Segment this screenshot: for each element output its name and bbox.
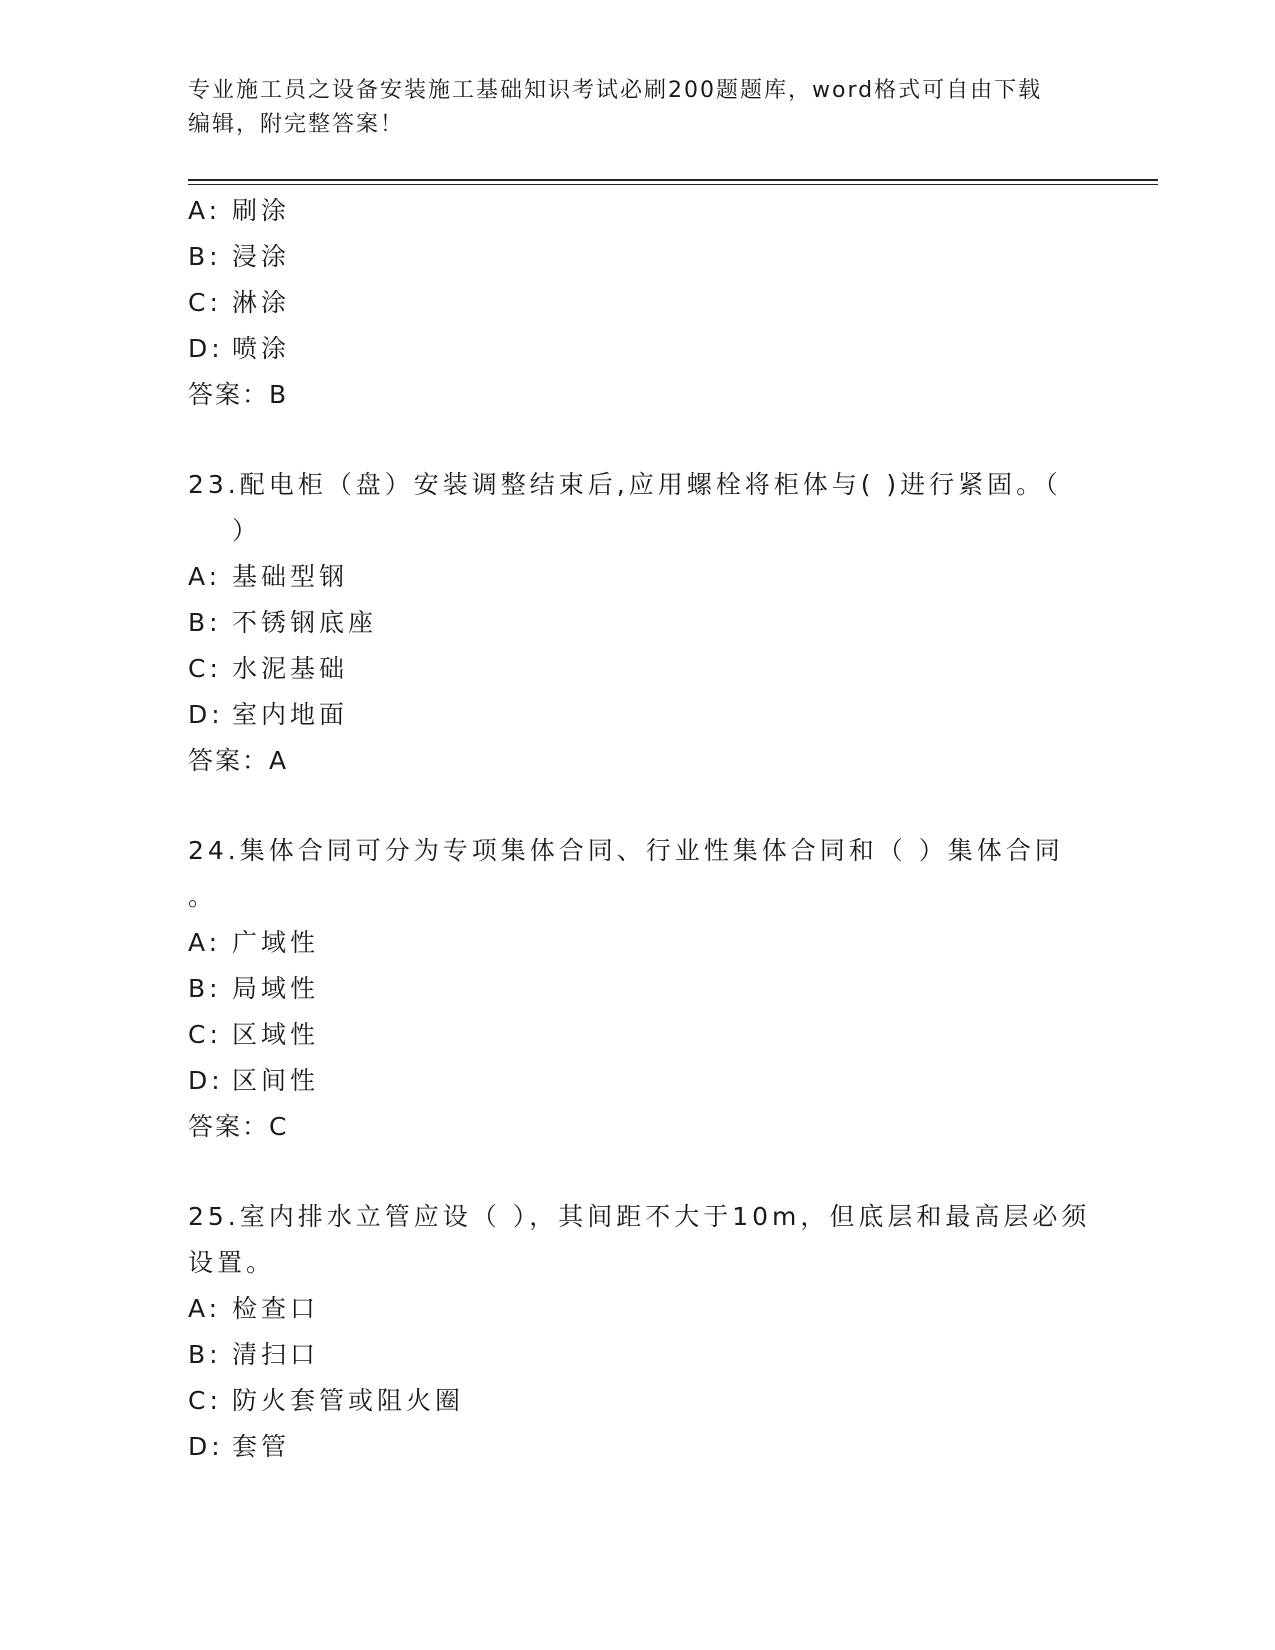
option-text: 基础型钢 bbox=[232, 562, 349, 591]
question-stem-continued: 设置。 bbox=[188, 1248, 276, 1277]
document-header bbox=[188, 74, 1088, 142]
option-a bbox=[188, 920, 1088, 966]
spacer bbox=[188, 784, 1088, 828]
answer-line: 答案：C bbox=[188, 1112, 289, 1141]
question-stem-continued: ） bbox=[232, 516, 262, 545]
option-text: 检查口 bbox=[232, 1294, 320, 1323]
spacer bbox=[188, 418, 1088, 462]
answer-line: 答案：A bbox=[188, 746, 289, 775]
option-text: 区间性 bbox=[232, 1066, 320, 1095]
option-text: 广域性 bbox=[232, 928, 320, 957]
header-title-line-1: 专业施工员之设备安装施工基础知识考试必刷200题题库，word格式可自由下载 bbox=[188, 78, 1043, 103]
option-letter: C: bbox=[188, 654, 222, 683]
question-25 bbox=[188, 1194, 1091, 1470]
option-d bbox=[188, 1058, 1088, 1104]
option-letter: D: bbox=[188, 334, 224, 363]
option-text: 室内地面 bbox=[232, 700, 349, 729]
option-text: 区域性 bbox=[232, 1020, 320, 1049]
option-c bbox=[188, 646, 1088, 692]
option-a bbox=[188, 188, 1088, 234]
question-22 bbox=[188, 188, 1088, 418]
option-d bbox=[188, 692, 1088, 738]
option-c bbox=[188, 1012, 1088, 1058]
option-d bbox=[188, 1424, 1088, 1470]
question-stem-continued: 。 bbox=[188, 882, 218, 911]
option-letter: B: bbox=[188, 608, 222, 637]
question-list bbox=[188, 188, 1091, 1470]
option-letter: D: bbox=[188, 700, 224, 729]
option-d bbox=[188, 326, 1088, 372]
option-a bbox=[188, 1286, 1088, 1332]
option-letter: C: bbox=[188, 1020, 222, 1049]
option-letter: A: bbox=[188, 196, 222, 225]
option-letter: D: bbox=[188, 1432, 224, 1461]
option-text: 不锈钢底座 bbox=[232, 608, 378, 637]
option-text: 浸涂 bbox=[232, 242, 291, 271]
option-b bbox=[188, 966, 1088, 1012]
question-stem: 25.室内排水立管应设（ ），其间距不大于10m，但底层和最高层必须 bbox=[188, 1202, 1091, 1231]
option-text: 局域性 bbox=[232, 974, 320, 1003]
option-letter: C: bbox=[188, 288, 222, 317]
option-a bbox=[188, 554, 1088, 600]
spacer bbox=[188, 1150, 1088, 1194]
option-b bbox=[188, 600, 1088, 646]
option-letter: C: bbox=[188, 1386, 222, 1415]
option-text: 套管 bbox=[232, 1432, 291, 1461]
option-letter: B: bbox=[188, 1340, 222, 1369]
option-text: 淋涂 bbox=[232, 288, 291, 317]
option-letter: A: bbox=[188, 562, 222, 591]
option-letter: B: bbox=[188, 974, 222, 1003]
question-24 bbox=[188, 828, 1088, 1150]
option-text: 防火套管或阻火圈 bbox=[232, 1386, 465, 1415]
header-title-line-2: 编辑，附完整答案！ bbox=[188, 112, 405, 137]
question-stem: 23.配电柜（盘）安装调整结束后,应用螺栓将柜体与( )进行紧固。（ bbox=[188, 470, 1062, 499]
option-text: 水泥基础 bbox=[232, 654, 349, 683]
question-23 bbox=[188, 462, 1088, 784]
header-rule-thick bbox=[188, 179, 1158, 181]
answer-line: 答案：B bbox=[188, 380, 289, 409]
header-rule-thin bbox=[188, 184, 1158, 185]
question-stem: 24.集体合同可分为专项集体合同、行业性集体合同和（ ）集体合同 bbox=[188, 836, 1064, 865]
option-c bbox=[188, 280, 1088, 326]
option-b bbox=[188, 1332, 1088, 1378]
option-text: 喷涂 bbox=[232, 334, 291, 363]
option-text: 清扫口 bbox=[232, 1340, 320, 1369]
option-letter: A: bbox=[188, 1294, 222, 1323]
option-b bbox=[188, 234, 1088, 280]
option-letter: B: bbox=[188, 242, 222, 271]
option-text: 刷涂 bbox=[232, 196, 291, 225]
option-c bbox=[188, 1378, 1088, 1424]
option-letter: A: bbox=[188, 928, 222, 957]
option-letter: D: bbox=[188, 1066, 224, 1095]
